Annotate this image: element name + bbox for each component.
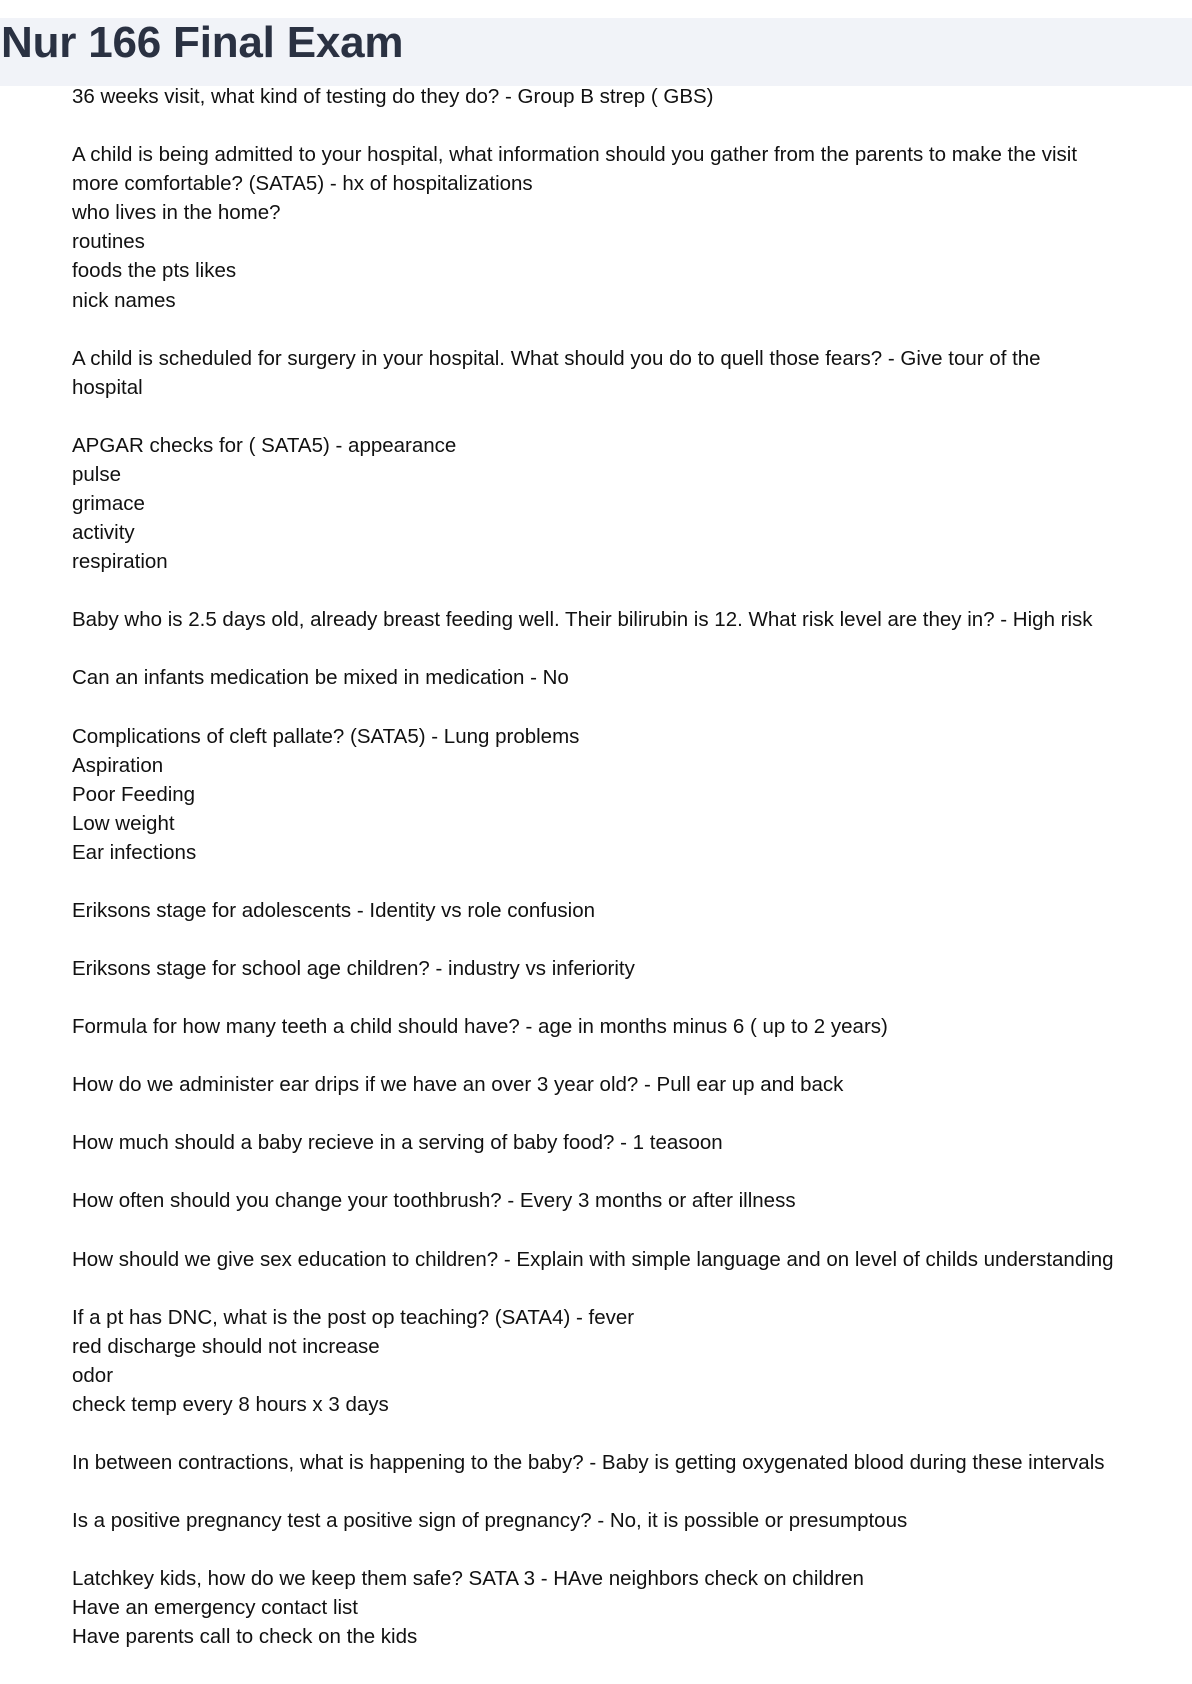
flashcard-entry <box>72 1128 1182 1157</box>
answer-line: hospital <box>72 375 143 399</box>
answer-line: Aspiration <box>72 753 164 777</box>
flashcard-entry <box>72 140 1182 315</box>
flashcard-entry <box>72 605 1182 634</box>
flashcard-entry <box>72 1564 1182 1651</box>
answer-line: nick names <box>72 288 176 312</box>
flashcard-entry <box>72 1448 1182 1477</box>
question-line: Eriksons stage for school age children? - industry vs inferiority <box>72 957 635 981</box>
question-line: Formula for how many teeth a child should have? - age in months minus 6 ( up to 2 years) <box>72 1015 888 1039</box>
answer-line: who lives in the home? <box>72 201 281 225</box>
flashcard-entry <box>72 1186 1182 1215</box>
document-title: Nur 166 Final Exam <box>1 18 404 67</box>
question-line: Complications of cleft pallate? (SATA5) - Lung problems <box>72 724 580 748</box>
question-line: In between contractions, what is happening to the baby? - Baby is getting oxygenated blood during these intervals <box>72 1451 1105 1474</box>
question-line: APGAR checks for ( SATA5) - appearance <box>72 433 457 457</box>
answer-line: Have parents call to check on the kids <box>72 1625 418 1649</box>
question-line: How often should you change your toothbrush? - Every 3 months or after illness <box>72 1189 796 1213</box>
answer-line: respiration <box>72 550 168 574</box>
flashcard-entry <box>72 663 1182 692</box>
answer-line: activity <box>72 521 135 545</box>
question-line: How do we administer ear drips if we have an over 3 year old? - Pull ear up and back <box>72 1073 844 1097</box>
flashcard-entry <box>72 954 1182 983</box>
answer-line: odor <box>72 1363 114 1387</box>
answer-line: routines <box>72 230 145 254</box>
flashcard-entry <box>72 1245 1182 1274</box>
flashcard-entry <box>72 722 1182 867</box>
question-line: How much should a baby recieve in a serving of baby food? - 1 teasoon <box>72 1131 723 1155</box>
question-line: If a pt has DNC, what is the post op teaching? (SATA4) - fever <box>72 1305 635 1329</box>
answer-line: grimace <box>72 492 145 516</box>
question-line: 36 weeks visit, what kind of testing do they do? - Group B strep ( GBS) <box>72 85 714 108</box>
flashcard-entry <box>72 1070 1182 1099</box>
answer-line: pulse <box>72 462 122 486</box>
question-line: Latchkey kids, how do we keep them safe? SATA 3 - HAve neighbors check on children <box>72 1567 864 1591</box>
answer-line: foods the pts likes <box>72 259 237 283</box>
question-line: Can an infants medication be mixed in medication - No <box>72 666 569 690</box>
answer-line: more comfortable? (SATA5) - hx of hospitalizations <box>72 172 533 196</box>
flashcard-entry <box>72 896 1182 925</box>
answer-line: Ear infections <box>72 840 197 864</box>
answer-line: Poor Feeding <box>72 782 196 806</box>
question-line: A child is scheduled for surgery in your hospital. What should you do to quell those fears? - Give tour of the <box>72 346 1041 370</box>
question-line: A child is being admitted to your hospital, what information should you gather from the parents to make the visit <box>72 143 1078 167</box>
flashcard-list <box>72 82 1182 1680</box>
answer-line: check temp every 8 hours x 3 days <box>72 1392 389 1416</box>
question-line: Baby who is 2.5 days old, already breast feeding well. Their bilirubin is 12. What risk level are they in? - High risk <box>72 608 1093 632</box>
answer-line: red discharge should not increase <box>72 1334 380 1358</box>
flashcard-entry <box>72 431 1182 576</box>
flashcard-entry <box>72 1012 1182 1041</box>
flashcard-entry <box>72 1506 1182 1535</box>
answer-line: Low weight <box>72 811 175 835</box>
question-line: Eriksons stage for adolescents - Identity vs role confusion <box>72 898 596 922</box>
flashcard-entry <box>72 344 1182 402</box>
question-line: How should we give sex education to children? - Explain with simple language and on level of childs understanding <box>72 1247 1114 1271</box>
flashcard-entry <box>72 82 1182 111</box>
answer-line: Have an emergency contact list <box>72 1596 358 1620</box>
flashcard-entry <box>72 1303 1182 1419</box>
question-line: Is a positive pregnancy test a positive sign of pregnancy? - No, it is possible or presumptous <box>72 1509 908 1533</box>
